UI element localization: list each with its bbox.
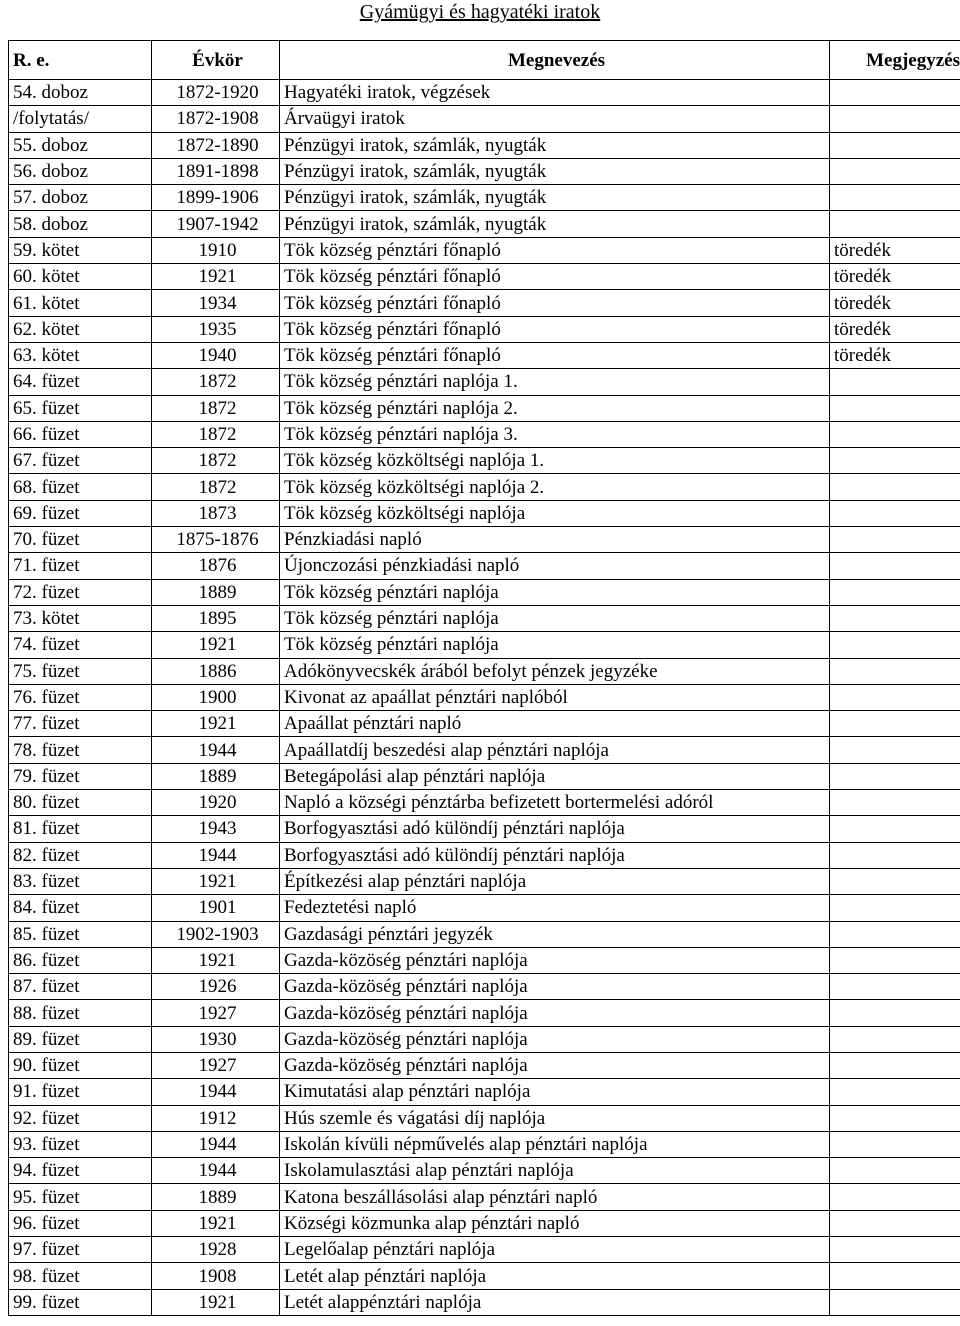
- cell-year-range: 1908: [152, 1263, 280, 1289]
- cell-reference: 77. füzet: [9, 711, 152, 737]
- cell-year-range: 1921: [152, 1210, 280, 1236]
- table-row: [9, 816, 960, 842]
- cell-year-range: 1928: [152, 1237, 280, 1263]
- cell-note: töredék: [830, 342, 960, 368]
- cell-reference: 66. füzet: [9, 421, 152, 447]
- cell-note: töredék: [830, 264, 960, 290]
- table-row: [9, 395, 960, 421]
- cell-year-range: 1921: [152, 632, 280, 658]
- cell-year-range: 1876: [152, 553, 280, 579]
- cell-year-range: 1944: [152, 842, 280, 868]
- cell-note: [830, 895, 960, 921]
- table-body: [9, 80, 960, 1316]
- cell-note: [830, 1184, 960, 1210]
- cell-reference: 79. füzet: [9, 763, 152, 789]
- cell-year-range: 1921: [152, 1289, 280, 1315]
- table-row: [9, 1052, 960, 1078]
- table-row: [9, 1210, 960, 1236]
- table-row: [9, 421, 960, 447]
- cell-description: Gazdasági pénztári jegyzék: [280, 921, 830, 947]
- cell-description: Gazda-közöség pénztári naplója: [280, 947, 830, 973]
- cell-year-range: 1930: [152, 1026, 280, 1052]
- cell-note: [830, 921, 960, 947]
- cell-description: Adókönyvecskék árából befolyt pénzek jegyzéke: [280, 658, 830, 684]
- cell-note: [830, 527, 960, 553]
- cell-reference: 72. füzet: [9, 579, 152, 605]
- cell-description: Tök község pénztári főnapló: [280, 237, 830, 263]
- table-row: [9, 316, 960, 342]
- cell-reference: 97. füzet: [9, 1237, 152, 1263]
- cell-reference: 59. kötet: [9, 237, 152, 263]
- cell-description: Tök község közköltségi naplója: [280, 500, 830, 526]
- cell-reference: 80. füzet: [9, 790, 152, 816]
- cell-note: [830, 1026, 960, 1052]
- header-re: R. e.: [9, 41, 152, 80]
- cell-year-range: 1891-1898: [152, 158, 280, 184]
- cell-year-range: 1872-1908: [152, 106, 280, 132]
- cell-description: Apaállat pénztári napló: [280, 711, 830, 737]
- cell-description: Tök község közköltségi naplója 1.: [280, 448, 830, 474]
- cell-reference: 92. füzet: [9, 1105, 152, 1131]
- header-megnevezes: Megnevezés: [280, 41, 830, 80]
- table-row: [9, 1237, 960, 1263]
- cell-note: [830, 711, 960, 737]
- cell-year-range: 1920: [152, 790, 280, 816]
- cell-description: Borfogyasztási adó különdíj pénztári naplója: [280, 842, 830, 868]
- cell-note: [830, 106, 960, 132]
- cell-description: Pénzügyi iratok, számlák, nyugták: [280, 185, 830, 211]
- cell-note: töredék: [830, 237, 960, 263]
- cell-note: [830, 395, 960, 421]
- cell-description: Tök község pénztári főnapló: [280, 342, 830, 368]
- table-row: [9, 1263, 960, 1289]
- cell-reference: 86. füzet: [9, 947, 152, 973]
- cell-description: Napló a községi pénztárba befizetett bortermelési adóról: [280, 790, 830, 816]
- cell-reference: 96. füzet: [9, 1210, 152, 1236]
- cell-note: [830, 132, 960, 158]
- cell-year-range: 1943: [152, 816, 280, 842]
- table-row: [9, 1105, 960, 1131]
- cell-note: [830, 211, 960, 237]
- cell-reference: 98. füzet: [9, 1263, 152, 1289]
- cell-year-range: 1934: [152, 290, 280, 316]
- table-row: [9, 290, 960, 316]
- table-row: [9, 527, 960, 553]
- cell-year-range: 1873: [152, 500, 280, 526]
- cell-year-range: 1927: [152, 1000, 280, 1026]
- cell-description: Tök község pénztári főnapló: [280, 316, 830, 342]
- cell-year-range: 1944: [152, 737, 280, 763]
- table-row: [9, 1289, 960, 1315]
- cell-reference: 91. füzet: [9, 1079, 152, 1105]
- table-row: [9, 448, 960, 474]
- table-row: [9, 842, 960, 868]
- table-row: [9, 342, 960, 368]
- cell-note: [830, 790, 960, 816]
- cell-reference: 70. füzet: [9, 527, 152, 553]
- cell-year-range: 1944: [152, 1079, 280, 1105]
- cell-description: Tök község pénztári naplója: [280, 632, 830, 658]
- cell-note: [830, 448, 960, 474]
- cell-reference: 60. kötet: [9, 264, 152, 290]
- cell-note: [830, 1079, 960, 1105]
- cell-description: Kimutatási alap pénztári naplója: [280, 1079, 830, 1105]
- cell-note: töredék: [830, 316, 960, 342]
- cell-description: Gazda-közöség pénztári naplója: [280, 974, 830, 1000]
- cell-description: Betegápolási alap pénztári naplója: [280, 763, 830, 789]
- cell-reference: 55. doboz: [9, 132, 152, 158]
- cell-description: Letét alappénztári naplója: [280, 1289, 830, 1315]
- cell-year-range: 1886: [152, 658, 280, 684]
- table-row: [9, 868, 960, 894]
- cell-note: [830, 763, 960, 789]
- cell-year-range: 1889: [152, 763, 280, 789]
- cell-description: Építkezési alap pénztári naplója: [280, 868, 830, 894]
- cell-year-range: 1907-1942: [152, 211, 280, 237]
- cell-note: [830, 1237, 960, 1263]
- table-row: [9, 684, 960, 710]
- cell-note: [830, 1289, 960, 1315]
- cell-year-range: 1872-1890: [152, 132, 280, 158]
- cell-reference: 93. füzet: [9, 1131, 152, 1157]
- cell-year-range: 1872: [152, 421, 280, 447]
- table-row: [9, 947, 960, 973]
- cell-note: [830, 1263, 960, 1289]
- cell-note: [830, 158, 960, 184]
- table-row: [9, 1184, 960, 1210]
- cell-note: [830, 1000, 960, 1026]
- table-row: [9, 632, 960, 658]
- cell-note: [830, 1158, 960, 1184]
- cell-reference: 88. füzet: [9, 1000, 152, 1026]
- cell-note: [830, 1105, 960, 1131]
- cell-note: [830, 553, 960, 579]
- cell-description: Tök község pénztári naplója: [280, 579, 830, 605]
- cell-year-range: 1921: [152, 264, 280, 290]
- cell-description: Apaállatdíj beszedési alap pénztári naplója: [280, 737, 830, 763]
- cell-reference: 68. füzet: [9, 474, 152, 500]
- header-megjegyzes: Megjegyzés: [830, 41, 960, 80]
- table-row: [9, 579, 960, 605]
- cell-note: [830, 500, 960, 526]
- table-row: [9, 1079, 960, 1105]
- table-row: [9, 790, 960, 816]
- table-row: [9, 80, 960, 106]
- cell-reference: 67. füzet: [9, 448, 152, 474]
- cell-reference: 57. doboz: [9, 185, 152, 211]
- cell-note: töredék: [830, 290, 960, 316]
- table-row: [9, 185, 960, 211]
- cell-description: Kivonat az apaállat pénztári naplóból: [280, 684, 830, 710]
- cell-note: [830, 842, 960, 868]
- cell-reference: 81. füzet: [9, 816, 152, 842]
- cell-reference: 61. kötet: [9, 290, 152, 316]
- document-title: Gyámügyi és hagyatéki iratok: [359, 1, 601, 23]
- cell-year-range: 1926: [152, 974, 280, 1000]
- cell-reference: 69. füzet: [9, 500, 152, 526]
- cell-reference: 64. füzet: [9, 369, 152, 395]
- cell-reference: 65. füzet: [9, 395, 152, 421]
- cell-description: Gazda-közöség pénztári naplója: [280, 1052, 830, 1078]
- cell-description: Tök község pénztári főnapló: [280, 264, 830, 290]
- cell-reference: 75. füzet: [9, 658, 152, 684]
- cell-year-range: 1872: [152, 474, 280, 500]
- cell-year-range: 1944: [152, 1158, 280, 1184]
- header-evkor: Évkör: [152, 41, 280, 80]
- cell-note: [830, 1131, 960, 1157]
- records-table: [8, 40, 960, 1316]
- table-row: [9, 1158, 960, 1184]
- cell-year-range: 1872-1920: [152, 80, 280, 106]
- cell-description: Borfogyasztási adó különdíj pénztári naplója: [280, 816, 830, 842]
- cell-reference: 83. füzet: [9, 868, 152, 894]
- cell-year-range: 1921: [152, 868, 280, 894]
- cell-year-range: 1875-1876: [152, 527, 280, 553]
- table-row: [9, 211, 960, 237]
- cell-description: Pénzügyi iratok, számlák, nyugták: [280, 158, 830, 184]
- cell-note: [830, 185, 960, 211]
- cell-description: Iskolán kívüli népművelés alap pénztári naplója: [280, 1131, 830, 1157]
- cell-reference: 62. kötet: [9, 316, 152, 342]
- cell-year-range: 1902-1903: [152, 921, 280, 947]
- cell-reference: 58. doboz: [9, 211, 152, 237]
- cell-description: Községi közmunka alap pénztári napló: [280, 1210, 830, 1236]
- cell-reference: 85. füzet: [9, 921, 152, 947]
- cell-description: Gazda-közöség pénztári naplója: [280, 1000, 830, 1026]
- table-row: [9, 1000, 960, 1026]
- cell-year-range: 1940: [152, 342, 280, 368]
- cell-reference: 63. kötet: [9, 342, 152, 368]
- cell-note: [830, 579, 960, 605]
- cell-note: [830, 974, 960, 1000]
- cell-reference: 73. kötet: [9, 605, 152, 631]
- cell-reference: 95. füzet: [9, 1184, 152, 1210]
- cell-note: [830, 1210, 960, 1236]
- table-row: [9, 264, 960, 290]
- cell-year-range: 1927: [152, 1052, 280, 1078]
- cell-reference: 78. füzet: [9, 737, 152, 763]
- cell-description: Iskolamulasztási alap pénztári naplója: [280, 1158, 830, 1184]
- cell-reference: 87. füzet: [9, 974, 152, 1000]
- cell-description: Gazda-közöség pénztári naplója: [280, 1026, 830, 1052]
- cell-note: [830, 632, 960, 658]
- cell-year-range: 1872: [152, 448, 280, 474]
- table-header-row: [9, 41, 960, 80]
- cell-reference: 54. doboz: [9, 80, 152, 106]
- table-row: [9, 711, 960, 737]
- cell-description: Tök község pénztári naplója 2.: [280, 395, 830, 421]
- cell-note: [830, 658, 960, 684]
- cell-reference: 56. doboz: [9, 158, 152, 184]
- table-row: [9, 1131, 960, 1157]
- cell-description: Tök község közköltségi naplója 2.: [280, 474, 830, 500]
- cell-description: Tök község pénztári naplója 3.: [280, 421, 830, 447]
- cell-year-range: 1912: [152, 1105, 280, 1131]
- cell-description: Tök község pénztári naplója 1.: [280, 369, 830, 395]
- cell-description: Tök község pénztári főnapló: [280, 290, 830, 316]
- cell-year-range: 1935: [152, 316, 280, 342]
- cell-note: [830, 369, 960, 395]
- cell-year-range: 1889: [152, 579, 280, 605]
- table-row: [9, 132, 960, 158]
- cell-reference: 84. füzet: [9, 895, 152, 921]
- cell-description: Tök község pénztári naplója: [280, 605, 830, 631]
- cell-reference: /folytatás/: [9, 106, 152, 132]
- cell-year-range: 1899-1906: [152, 185, 280, 211]
- cell-note: [830, 684, 960, 710]
- table-row: [9, 553, 960, 579]
- cell-note: [830, 868, 960, 894]
- cell-year-range: 1944: [152, 1131, 280, 1157]
- table-row: [9, 500, 960, 526]
- table-row: [9, 106, 960, 132]
- cell-year-range: 1872: [152, 395, 280, 421]
- cell-description: Pénzkiadási napló: [280, 527, 830, 553]
- table-row: [9, 474, 960, 500]
- table-row: [9, 237, 960, 263]
- cell-year-range: 1889: [152, 1184, 280, 1210]
- table-row: [9, 605, 960, 631]
- cell-year-range: 1895: [152, 605, 280, 631]
- table-row: [9, 763, 960, 789]
- cell-description: Letét alap pénztári naplója: [280, 1263, 830, 1289]
- table-row: [9, 895, 960, 921]
- cell-year-range: 1901: [152, 895, 280, 921]
- table-row: [9, 737, 960, 763]
- cell-description: Hús szemle és vágatási díj naplója: [280, 1105, 830, 1131]
- cell-description: Hagyatéki iratok, végzések: [280, 80, 830, 106]
- cell-note: [830, 737, 960, 763]
- cell-note: [830, 474, 960, 500]
- cell-description: Katona beszállásolási alap pénztári napló: [280, 1184, 830, 1210]
- table-row: [9, 921, 960, 947]
- table-row: [9, 974, 960, 1000]
- cell-reference: 89. füzet: [9, 1026, 152, 1052]
- cell-year-range: 1872: [152, 369, 280, 395]
- table-row: [9, 658, 960, 684]
- cell-note: [830, 80, 960, 106]
- cell-reference: 71. füzet: [9, 553, 152, 579]
- cell-reference: 90. füzet: [9, 1052, 152, 1078]
- cell-reference: 74. füzet: [9, 632, 152, 658]
- cell-note: [830, 816, 960, 842]
- cell-description: Újonczozási pénzkiadási napló: [280, 553, 830, 579]
- cell-note: [830, 947, 960, 973]
- cell-description: Pénzügyi iratok, számlák, nyugták: [280, 211, 830, 237]
- cell-year-range: 1921: [152, 947, 280, 973]
- cell-reference: 76. füzet: [9, 684, 152, 710]
- table-row: [9, 158, 960, 184]
- cell-note: [830, 421, 960, 447]
- cell-note: [830, 605, 960, 631]
- table-row: [9, 369, 960, 395]
- cell-reference: 82. füzet: [9, 842, 152, 868]
- cell-note: [830, 1052, 960, 1078]
- cell-year-range: 1921: [152, 711, 280, 737]
- cell-description: Fedeztetési napló: [280, 895, 830, 921]
- cell-description: Pénzügyi iratok, számlák, nyugták: [280, 132, 830, 158]
- cell-year-range: 1910: [152, 237, 280, 263]
- cell-year-range: 1900: [152, 684, 280, 710]
- table-row: [9, 1026, 960, 1052]
- cell-description: Árvaügyi iratok: [280, 106, 830, 132]
- cell-reference: 94. füzet: [9, 1158, 152, 1184]
- cell-description: Legelőalap pénztári naplója: [280, 1237, 830, 1263]
- cell-reference: 99. füzet: [9, 1289, 152, 1315]
